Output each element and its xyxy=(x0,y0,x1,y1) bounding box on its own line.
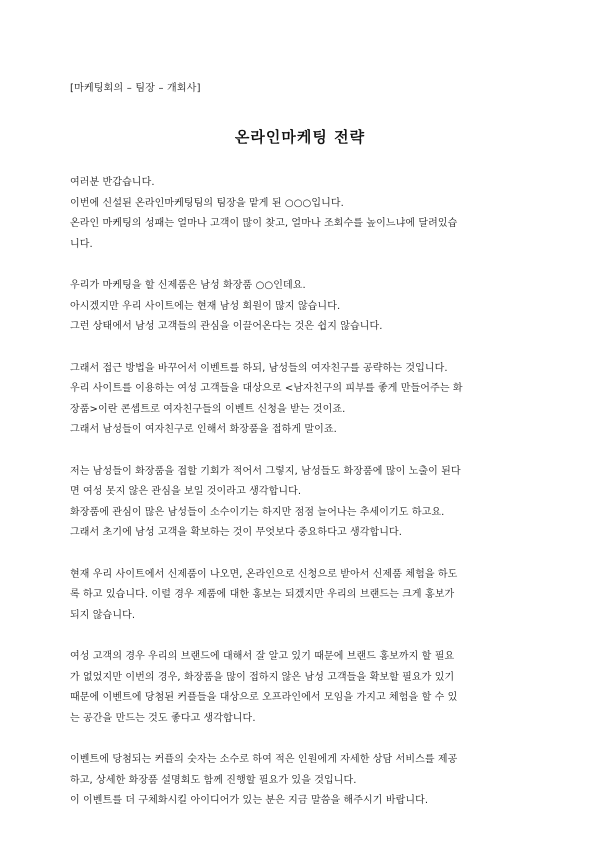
paragraph xyxy=(70,173,530,255)
paragraph xyxy=(70,565,530,627)
document-header-tag: [마케팅회의 – 팀장 – 개회사] xyxy=(70,83,201,94)
paragraph-line: 이벤트에 당첨되는 커플의 숫자는 소수로 하여 적은 인원에게 자세한 상담 서비스를 제공 xyxy=(70,754,458,765)
paragraph-line: 이 이벤트를 더 구체화시킬 아이디어가 있는 분은 지금 말씀을 해주시기 바랍니다. xyxy=(70,795,429,806)
paragraph-line: 온라인 마케팅의 성패는 얼마나 고객이 많이 찾고, 얼마나 조회수를 높이느냐에 달려있습 xyxy=(70,218,458,229)
paragraph-line: 그래서 남성들이 여자친구로 인해서 화장품을 접하게 말이죠. xyxy=(70,424,337,435)
paragraph-line: 장품>이란 콘셉트로 여자친구들의 이벤트 신청을 받는 것이죠. xyxy=(70,403,346,415)
paragraph-line: 우리가 마케팅을 할 신제품은 남성 화장품 ○○인데요. xyxy=(70,280,306,291)
paragraph-line: 록 하고 있습니다. 이럴 경우 제품에 대한 홍보는 되겠지만 우리의 브랜드는 크게 홍보가 xyxy=(70,589,455,600)
paragraph-line: 때문에 이벤트에 당첨된 커플들을 대상으로 오프라인에서 모임을 가지고 체험을 할 수 있 xyxy=(70,692,458,703)
paragraph-line: 그런 상태에서 남성 고객들의 관심을 이끌어온다는 것은 쉽지 않습니다. xyxy=(70,321,383,332)
paragraph-line: 이번에 신설된 온라인마케팅팀의 팀장을 맡게 된 ○○○입니다. xyxy=(70,197,344,209)
paragraph xyxy=(70,750,530,812)
paragraph xyxy=(70,462,530,544)
document-body xyxy=(70,173,530,812)
paragraph-line: 저는 남성들이 화장품을 접할 기회가 적어서 그렇지, 남성들도 화장품에 많이 노출이 된다 xyxy=(70,465,461,477)
paragraph-line: 여성 고객의 경우 우리의 브랜드에 대해서 잘 알고 있기 때문에 브랜드 홍보까지 할 필요 xyxy=(70,651,455,662)
paragraph-line: 가 없었지만 이번의 경우, 화장품을 많이 접하지 않은 남성 고객들을 확보할 필요가 있기 xyxy=(70,671,455,683)
paragraph-line: 는 공간을 만드는 것도 좋다고 생각합니다. xyxy=(70,712,256,724)
paragraph-line: 우리 사이트를 이용하는 여성 고객들을 대상으로 <남자친구의 피부를 좋게 만들어주는 화 xyxy=(70,383,463,394)
paragraph-line: 현재 우리 사이트에서 신제품이 나오면, 온라인으로 신청으로 받아서 신제품 체험을 하도 xyxy=(70,568,458,580)
paragraph xyxy=(70,276,530,338)
document-page xyxy=(70,82,530,833)
paragraph-line: 아시겠지만 우리 사이트에는 현재 남성 회원이 많지 않습니다. xyxy=(70,300,341,312)
paragraph-line: 화장품에 관심이 많은 남성들이 소수이기는 하지만 점점 늘어나는 추세이기도 하고요. xyxy=(70,506,445,518)
paragraph xyxy=(70,647,530,729)
document-title: 온라인마케팅 전략 xyxy=(234,128,366,146)
paragraph xyxy=(70,359,530,441)
paragraph-line: 니다. xyxy=(70,238,93,250)
paragraph-line: 면 여성 못지 않은 관심을 보일 것이라고 생각합니다. xyxy=(70,486,302,497)
paragraph-line: 여러분 반갑습니다. xyxy=(70,177,155,188)
paragraph-line: 되지 않습니다. xyxy=(70,609,136,621)
paragraph-line: 그래서 접근 방법을 바꾸어서 이벤트를 하되, 남성들의 여자친구를 공략하는 것입니다. xyxy=(70,362,448,374)
paragraph-line: 하고, 상세한 화장품 설명회도 함께 진행할 필요가 있을 것입니다. xyxy=(70,774,357,786)
paragraph-line: 그래서 초기에 남성 고객을 확보하는 것이 무엇보다 중요하다고 생각합니다. xyxy=(70,527,403,538)
